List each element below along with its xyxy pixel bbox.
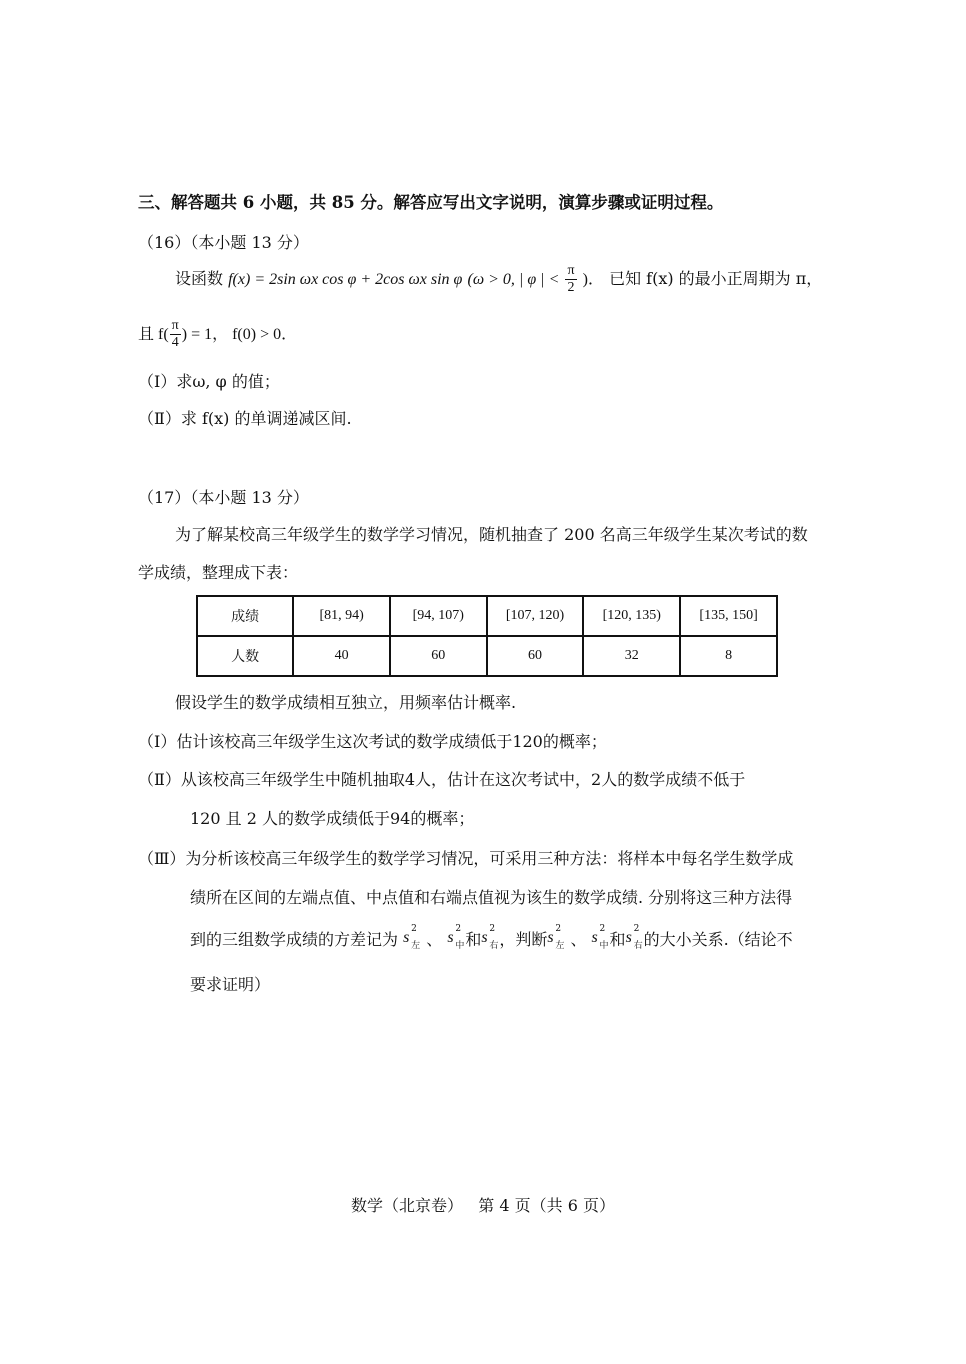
subscript: 中 (599, 941, 609, 951)
q16-known: 已知 f(x) 的最小正周期为 π， (609, 269, 823, 288)
s-symbol: s (447, 929, 454, 946)
variance-mid-symbol (591, 924, 610, 951)
q17-part3-line2: 绩所在区间的左端点值、中点值和右端点值视为该生的数学成绩. 分别将这三种方法得 (190, 888, 793, 907)
q16-part1: （Ⅰ）求ω, φ 的值； (138, 372, 280, 391)
table-header-row (197, 596, 777, 636)
superscript: 2 (599, 924, 606, 934)
table-cell: [107, 120) (487, 596, 584, 636)
q17-part3-line3-text: 到的三组数学成绩的方差记为 (190, 930, 399, 949)
variance-left-symbol (403, 924, 421, 951)
table-cell: 60 (390, 636, 487, 676)
separator: 、 (570, 930, 587, 949)
subscript: 左 (555, 941, 565, 951)
fraction-num: π (567, 263, 575, 278)
score-table (196, 595, 778, 677)
fraction-den: 4 (171, 335, 179, 350)
table-cell: [94, 107) (390, 596, 487, 636)
subscript: 右 (489, 941, 499, 951)
table-cell: 8 (680, 636, 777, 676)
superscript: 2 (633, 924, 640, 934)
q17-intro-line2: 学成绩，整理成下表： (138, 563, 299, 582)
superscript: 2 (455, 924, 462, 934)
table-cell: 32 (583, 636, 680, 676)
s-symbol: s (547, 929, 554, 946)
page-footer: 数学（北京卷） 第 4 页（共 6 页） (351, 1196, 615, 1215)
q17-part3-line1: （Ⅲ）为分析该校高三年级学生的数学学习情况，可采用三种方法：将样本中每名学生数学成 (138, 849, 794, 868)
q17-part2-line1: （Ⅱ）从该校高三年级学生中随机抽取4人，估计在这次考试中，2人的数学成绩不低于 (138, 770, 746, 789)
s-symbol: s (481, 929, 488, 946)
superscript: 2 (489, 924, 496, 934)
s-symbol: s (625, 929, 632, 946)
table-cell: [120, 135) (583, 596, 680, 636)
q16-header: （16）（本小题 13 分） (138, 233, 309, 252)
table-cell: 成绩 (197, 596, 293, 636)
q17-header: （17）（本小题 13 分） (138, 488, 309, 507)
variance-left-symbol (547, 924, 565, 951)
q17-part2-line2: 120 且 2 人的数学成绩低于94的概率； (190, 809, 475, 828)
q16-intro (175, 262, 822, 297)
subscript: 左 (411, 941, 421, 951)
q17-part3-line4: 要求证明） (190, 975, 271, 994)
and-word: 和 (609, 930, 626, 949)
q16-part2: （Ⅱ）求 f(x) 的单调递减区间. (138, 409, 352, 428)
table-row (197, 636, 777, 676)
variance-mid-symbol (447, 924, 465, 951)
q16-func: f(x) = 2sin ωx cos φ + 2cos ωx sin φ (228, 271, 463, 288)
q16-intro-prefix: 设函数 (175, 269, 224, 288)
s-symbol: s (403, 929, 410, 946)
q16-cond-suffix: )． (582, 271, 604, 288)
fraction-den: 2 (567, 280, 575, 295)
q17-intro-line1: 为了解某校高三年级学生的数学学习情况，随机抽查了 200 名高三年级学生某次考试的数 (175, 525, 808, 544)
q16-and-suffix: ) = 1， f(0) > 0． (181, 326, 298, 343)
table-cell: 人数 (197, 636, 293, 676)
q16-and-prefix: 且 f( (138, 326, 169, 343)
pi-over-4-fraction (170, 319, 181, 350)
and-word: 和 (465, 930, 482, 949)
table-cell: 60 (487, 636, 584, 676)
subscript: 中 (455, 941, 465, 951)
fraction-num: π (171, 318, 179, 333)
subscript: 右 (633, 941, 643, 951)
table-cell: 40 (293, 636, 390, 676)
s-symbol: s (591, 929, 598, 946)
variance-right-symbol (625, 924, 644, 951)
section-title: 三、解答题共 6 小题，共 85 分。解答应写出文字说明，演算步骤或证明过程。 (138, 193, 724, 212)
pi-over-2-fraction (565, 264, 576, 295)
judge-text: ，判断 (499, 930, 548, 949)
superscript: 2 (411, 924, 417, 934)
q17-assume: 假设学生的数学成绩相互独立，用频率估计概率. (175, 693, 517, 712)
q16-cond-prefix: (ω > 0, | φ | < (467, 271, 560, 288)
superscript: 2 (555, 924, 562, 934)
q16-condition-line (138, 317, 297, 352)
separator: 、 (426, 930, 443, 949)
variance-right-symbol (481, 924, 499, 951)
q17-part1: （Ⅰ）估计该校高三年级学生这次考试的数学成绩低于120的概率； (138, 732, 607, 751)
table-cell: [135, 150] (680, 596, 777, 636)
q17-part3-line3 (190, 924, 793, 951)
q17-part3-line3-end: 的大小关系.（结论不 (643, 930, 793, 949)
table-cell: [81, 94) (293, 596, 390, 636)
